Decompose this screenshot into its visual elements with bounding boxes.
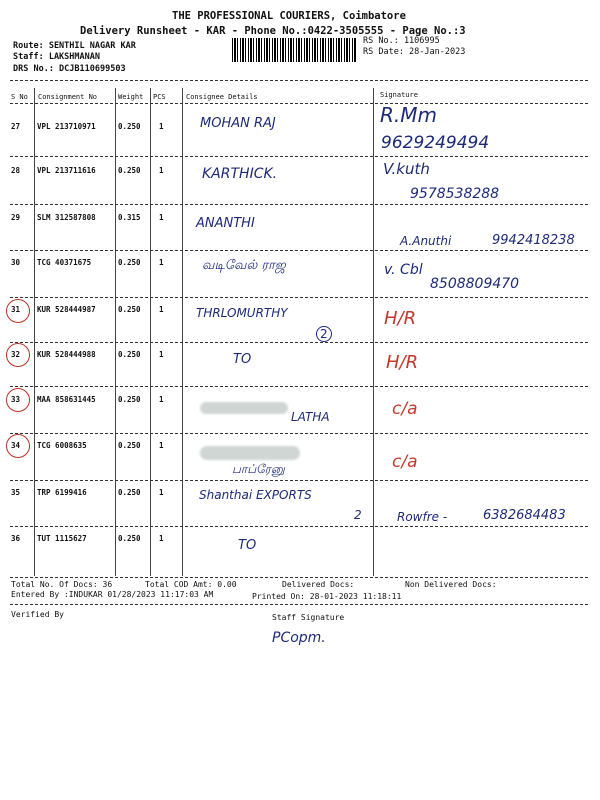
row-weight: 0.250 xyxy=(118,488,141,497)
column-rule xyxy=(115,88,116,576)
row-weight: 0.250 xyxy=(118,258,141,267)
column-rule xyxy=(373,88,374,576)
signature-status: c/a xyxy=(392,399,418,419)
column-rule xyxy=(150,88,151,576)
runsheet-title: Delivery Runsheet - KAR - Phone No.:0422-3505555 - Page No.:3 xyxy=(80,25,466,37)
printed-on: Printed On: 28-01-2023 11:18:11 xyxy=(252,592,402,601)
consignee-handwriting: பாப்ரேனு xyxy=(232,462,285,476)
row-consignment: TCG 6008635 xyxy=(37,441,87,450)
row-sno: 28 xyxy=(11,166,21,175)
consignee-handwriting: வடிவேல் ராஜ xyxy=(202,258,286,273)
column-rule xyxy=(34,88,35,576)
rs-date: RS Date: 28-Jan-2023 xyxy=(363,47,466,57)
header-divider xyxy=(10,80,588,81)
row-pcs: 1 xyxy=(159,213,164,222)
drs-number: DRS No.: DCJB110699503 xyxy=(13,64,126,74)
consignee-handwriting: THRLOMURTHY xyxy=(196,306,288,320)
row-divider xyxy=(10,480,588,481)
row-consignment: VPL 213710971 xyxy=(37,122,96,131)
row-divider xyxy=(10,297,588,298)
row-sno: 29 xyxy=(11,213,21,222)
barcode-image xyxy=(232,38,356,62)
row-sno: 30 xyxy=(11,258,21,267)
row-sno: 31 xyxy=(11,305,21,314)
footer-divider xyxy=(10,604,588,605)
row-divider xyxy=(10,386,588,387)
row-weight: 0.250 xyxy=(118,166,141,175)
row-divider xyxy=(10,250,588,251)
col-consignment: Consignment No xyxy=(38,93,98,101)
row-sno: 33 xyxy=(11,395,21,404)
row-weight: 0.250 xyxy=(118,305,141,314)
row-pcs: 1 xyxy=(159,350,164,359)
row-pcs: 1 xyxy=(159,441,164,450)
company-name: THE PROFESSIONAL COURIERS, Coimbatore xyxy=(172,10,406,22)
signature-scrawl: A.Anuthi xyxy=(400,234,452,248)
row-consignment: KUR 528444987 xyxy=(37,305,96,314)
signature-status: c/a xyxy=(392,452,418,472)
row-sno: 35 xyxy=(11,488,21,497)
consignee-handwriting: MOHAN RAJ xyxy=(200,116,276,131)
staff-signature-scrawl: PCopm. xyxy=(272,630,326,646)
col-pcs: PCS xyxy=(153,93,166,101)
consignee-handwriting: ANANTHI xyxy=(196,216,255,231)
signature-phone: 8508809470 xyxy=(430,276,520,292)
row-pcs: 1 xyxy=(159,305,164,314)
column-rule xyxy=(182,88,183,576)
total-cod: Total COD Amt: 0.00 xyxy=(145,580,237,589)
row-pcs: 1 xyxy=(159,122,164,131)
signature-phone: 9942418238 xyxy=(492,233,575,248)
redacted-area xyxy=(200,402,288,414)
row-divider xyxy=(10,342,588,343)
entered-by: Entered By :INDUKAR 01/28/2023 11:17:03 AM xyxy=(11,590,214,599)
row-consignment: TUT 1115627 xyxy=(37,534,87,543)
route-label: Route: SENTHIL NAGAR KAR xyxy=(13,41,136,51)
row-consignment: SLM 312587808 xyxy=(37,213,96,222)
rs-number: RS No.: 1106995 xyxy=(363,36,440,46)
staff-signature-label: Staff Signature xyxy=(272,613,345,622)
redacted-area xyxy=(200,446,300,460)
row-divider xyxy=(10,526,588,527)
row-pcs: 1 xyxy=(159,395,164,404)
row-weight: 0.315 xyxy=(118,213,141,222)
consignee-handwriting: TO xyxy=(233,352,252,367)
total-docs: Total No. Of Docs: 36 xyxy=(11,580,113,589)
row-weight: 0.250 xyxy=(118,122,141,131)
non-delivered-docs: Non Delivered Docs: xyxy=(405,580,497,589)
signature-scrawl: Rowfre - xyxy=(397,510,448,524)
row-sno: 36 xyxy=(11,534,21,543)
consignee-handwriting: TO xyxy=(238,538,257,553)
bracket-mark: 2 xyxy=(316,326,332,342)
row-weight: 0.250 xyxy=(118,395,141,404)
signature-status: H/R xyxy=(386,352,419,373)
col-consignee: Consignee Details xyxy=(186,93,258,101)
consignee-handwriting: KARTHICK. xyxy=(202,166,278,182)
col-signature: Signature xyxy=(380,91,418,99)
row-pcs: 1 xyxy=(159,534,164,543)
row-sno: 27 xyxy=(11,122,21,131)
signature-phone: 9629249494 xyxy=(381,133,490,153)
row-sno: 32 xyxy=(11,350,21,359)
consignee-handwriting: Shanthai EXPORTS xyxy=(199,488,312,502)
row-pcs: 1 xyxy=(159,488,164,497)
signature-scrawl: V.kuth xyxy=(383,160,430,178)
bracket-mark: 2 xyxy=(354,508,362,522)
verified-by: Verified By xyxy=(11,610,64,619)
row-pcs: 1 xyxy=(159,258,164,267)
signature-status: H/R xyxy=(384,308,417,329)
row-consignment: KUR 528444988 xyxy=(37,350,96,359)
col-weight: Weight xyxy=(118,93,144,101)
col-sno: S No xyxy=(11,93,28,101)
footer-divider xyxy=(10,577,588,578)
signature-scrawl: v. Cbl xyxy=(384,262,423,278)
row-sno: 34 xyxy=(11,441,21,450)
row-consignment: TCG 40371675 xyxy=(37,258,92,267)
row-weight: 0.250 xyxy=(118,350,141,359)
consignee-handwriting: LATHA xyxy=(291,410,330,424)
staff-label: Staff: LAKSHMANAN xyxy=(13,52,100,62)
row-consignment: TRP 6199416 xyxy=(37,488,87,497)
row-weight: 0.250 xyxy=(118,534,141,543)
row-divider xyxy=(10,156,588,157)
signature-phone: 9578538288 xyxy=(410,186,500,202)
row-divider xyxy=(10,204,588,205)
signature-phone: 6382684483 xyxy=(483,508,566,523)
delivered-docs: Delivered Docs: xyxy=(282,580,355,589)
signature-scrawl: R.Mm xyxy=(380,103,437,127)
row-consignment: MAA 858631445 xyxy=(37,395,96,404)
row-divider xyxy=(10,103,588,104)
row-consignment: VPL 213711616 xyxy=(37,166,96,175)
row-weight: 0.250 xyxy=(118,441,141,450)
row-pcs: 1 xyxy=(159,166,164,175)
row-divider xyxy=(10,433,588,434)
